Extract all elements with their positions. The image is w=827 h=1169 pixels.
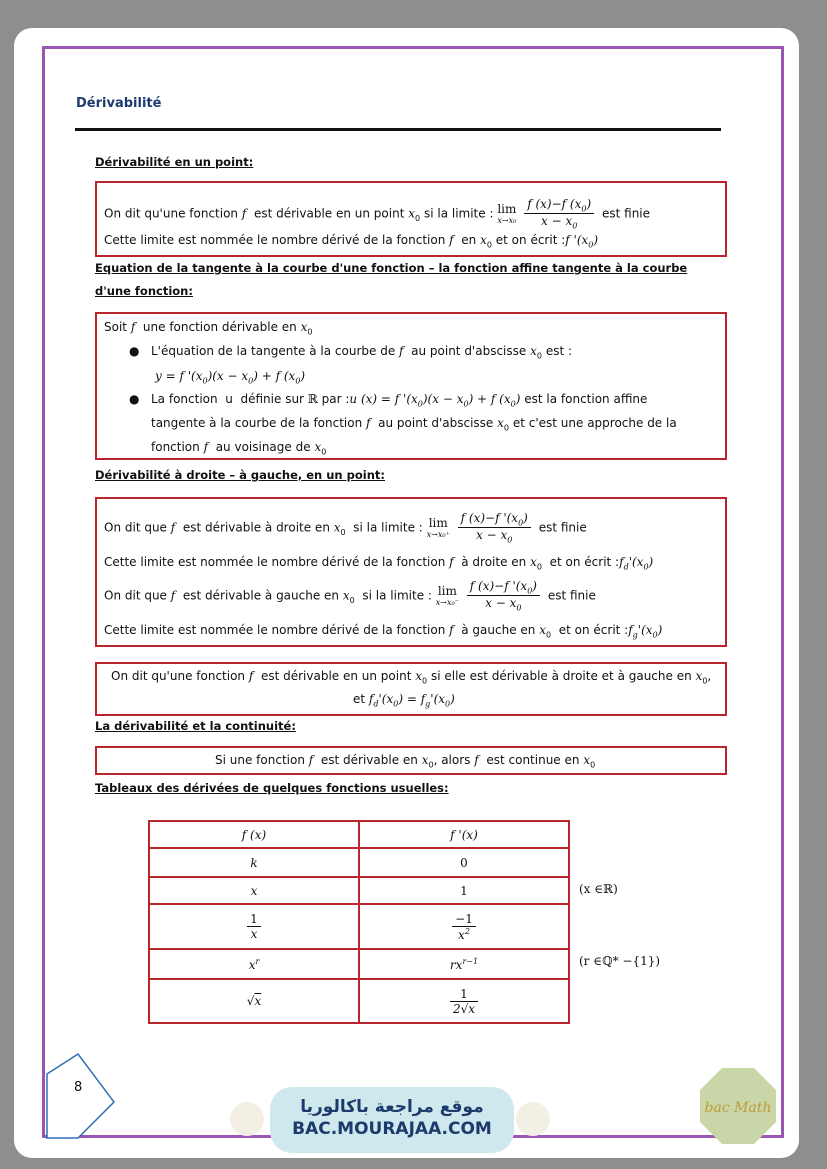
table-row <box>149 949 569 979</box>
table-row <box>149 848 569 877</box>
right-limit-line: Cette limite est nommée le nombre dérivé de la fonction f à droite en $x_0$ et on écrit $:f_d'(x_0)$ <box>104 555 654 572</box>
table-row <box>149 877 569 904</box>
cell-derivative: 1 <box>359 877 569 904</box>
section-heading-tangent-cont: d'une fonction: <box>95 284 193 298</box>
site-banner[interactable] <box>270 1087 514 1153</box>
page-title: Dérivabilité <box>76 96 162 111</box>
cell-derivative-fraction: $\frac{-1}{x^2}$ <box>359 904 569 949</box>
svg-text:bac Math: bac Math <box>704 1100 772 1116</box>
left-def-line: On dit que f est dérivable à gauche en $x_0$ si la limite : lim x→x₀⁻ $\frac{f (x)-f '(x_0)}{x - x_0}$ est finie <box>104 579 596 613</box>
site-logo-right-icon <box>516 1102 550 1136</box>
header-function: f (x) <box>149 821 359 848</box>
table-header-row <box>149 821 569 848</box>
definition-box-derivability <box>95 181 727 257</box>
bullet-1: ● <box>129 344 140 358</box>
section-heading-tangent: Equation de la tangente à la courbe d'une fonction – la fonction affine tangente à la courbe <box>95 261 688 275</box>
continuity-box <box>95 746 727 775</box>
equivalence-line-1: On dit qu'une fonction f est dérivable en un point $x_0$ si elle est dérivable à droite et à gauche en $x_0$, <box>111 669 712 686</box>
bullet-2: ● <box>129 392 140 406</box>
cell-function-power: $x^r$ <box>149 949 359 979</box>
bacmath-logo-icon <box>698 1066 778 1146</box>
section-heading-derivability-point: Dérivabilité en un point: <box>95 155 254 169</box>
cell-derivative: 0 <box>359 848 569 877</box>
section-heading-derivative-table: Tableaux des dérivées de quelques fonctions usuelles: <box>95 781 449 795</box>
tangent-bullet-2: La fonction u définie sur ℝ par :u (x) = f '$(x_0)(x - x_0) + f$ $(x_0)$ est la fonction affine <box>151 392 648 409</box>
tangent-bullet-2-end: fonction f au voisinage de $x_0$ <box>151 440 327 457</box>
right-def-line: On dit que f est dérivable à droite en $x_0$ si la limite : lim x→x₀⁺ $\frac{f (x)-f '(x_0)}{x - x_0}$ est finie <box>104 511 587 545</box>
note-r-rational: (r ∈ℚ* −{1}) <box>579 954 661 968</box>
header-derivative: f '(x) <box>359 821 569 848</box>
table-row <box>149 979 569 1023</box>
cell-function: x <box>149 877 359 904</box>
tangent-bullet-1: L'équation de la tangente à la courbe de f au point d'abscisse $x_0$ est : <box>151 344 573 361</box>
cell-function: k <box>149 848 359 877</box>
continuity-line: Si une fonction f est dérivable en $x_0$, alors f est continue en $x_0$ <box>215 753 596 770</box>
cell-derivative-sqrt: $\frac{1}{2√x}$ <box>359 979 569 1023</box>
site-logo-left-icon <box>230 1102 264 1136</box>
tangent-intro: Soit f une fonction dérivable en $x_0$ <box>104 320 313 337</box>
definition-line-1: On dit qu'une fonction f est dérivable en un point $x_0$ si la limite : lim x→x₀ $\frac{f (x)-f (x_0)}{x - x_0}$ est finie <box>104 197 651 231</box>
cell-derivative-power: $rx^{r-1}$ <box>359 949 569 979</box>
section-heading-side-derivability: Dérivabilité à droite – à gauche, en un point: <box>95 468 385 482</box>
section-heading-continuity: La dérivabilité et la continuité: <box>95 719 296 733</box>
tangent-bullet-2-cont: tangente à la courbe de la fonction f au point d'abscisse $x_0$ et c'est une approche de la <box>151 416 677 433</box>
page-number-badge <box>44 1052 116 1140</box>
equivalence-line-2: et $f_d'(x_0) = f_g'(x_0)$ <box>353 692 455 709</box>
left-limit-line: Cette limite est nommée le nombre dérivé de la fonction f à gauche en $x_0$ et on écrit $:f_g'(x_0)$ <box>104 623 663 640</box>
side-derivability-box <box>95 497 727 647</box>
title-rule <box>75 128 721 131</box>
site-name-arabic: موقع مراجعة باكالوريا <box>300 1097 484 1117</box>
definition-line-2: Cette limite est nommée le nombre dérivé de la fonction f en $x_0$ et on écrit :f '$(x_0)$ <box>104 233 599 250</box>
cell-function-sqrt: √x <box>149 979 359 1023</box>
tangent-box <box>95 312 727 460</box>
derivatives-table <box>148 820 570 1024</box>
tangent-equation: y = f '$(x_0)(x - x_0) + f$ $(x_0)$ <box>155 369 306 386</box>
note-x-real: (x ∈ℝ) <box>579 882 618 896</box>
cell-function-fraction: $\frac{1}{x}$ <box>149 904 359 949</box>
page-number: 8 <box>74 1080 83 1095</box>
table-row <box>149 904 569 949</box>
site-name-url[interactable]: BAC.MOURAJAA.COM <box>292 1119 492 1139</box>
derivability-equivalence-box <box>95 662 727 716</box>
